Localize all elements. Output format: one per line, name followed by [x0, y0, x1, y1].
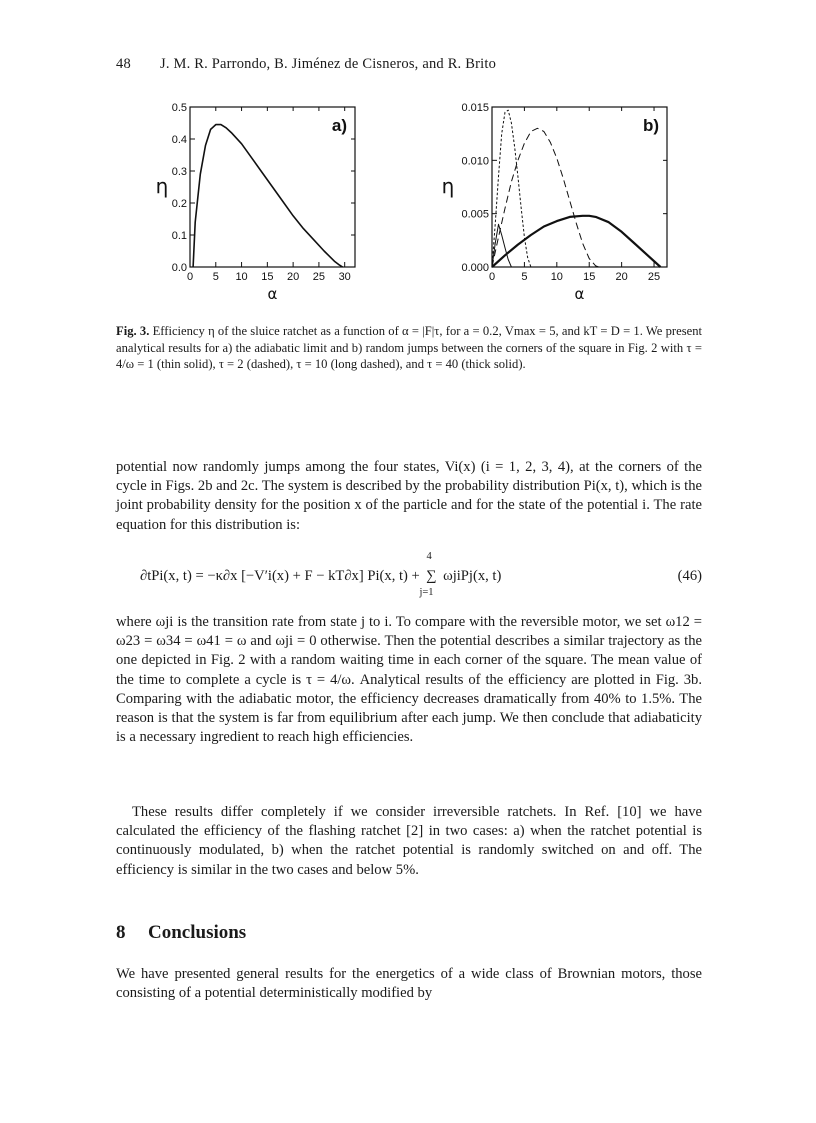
figure-3a: [150, 95, 390, 310]
series-line-3: [492, 128, 599, 267]
paragraph-4: We have presented general results for the energetics of a wide class of Brownian motors, those consisting of a potential deterministically modified by: [116, 966, 702, 1002]
equation-sum-term: ωjiPj(x, t): [443, 568, 502, 584]
x-tick-label: 10: [235, 271, 248, 283]
sum-lower-limit: j=1: [419, 587, 434, 598]
section-heading: [116, 922, 246, 944]
x-tick-label: 0: [186, 271, 194, 283]
series-line-2: [492, 110, 531, 267]
sum-upper-limit: 4: [426, 551, 432, 562]
caption-label: Fig. 3.: [116, 324, 150, 338]
x-tick-label: 30: [338, 271, 351, 283]
author-line: J. M. R. Parrondo, B. Jiménez de Cisneros, and R. Brito: [160, 56, 497, 72]
plot-a-svg: [150, 95, 390, 310]
plot-b-svg: [430, 95, 675, 310]
paragraph-2: where ωji is the transition rate from state j to i. To compare with the reversible motor, we set ω12 = ω23 = ω34 = ω41 = ω and ωji = 0 otherwise. Then the potential describes a similar trajectory as the one depicted in Fig. 2 with a random waiting time in each corner of the square. The mean value of the time to complete a cycle is τ = 4/ω. Analytical results of the efficiency are plotted in Fig. 3b. Comparing with the adiabatic motor, the efficiency decreases dramatically from 40% to 1.5%. The reason is that the system is far from equilibrium after each jump. We then conclude that adiabaticity is a necessary ingredient to reach high efficiencies.: [116, 614, 702, 746]
x-tick-label: 20: [287, 271, 300, 283]
y-tick-label: 0.005: [461, 208, 489, 221]
x-tick-label: 25: [647, 271, 661, 283]
paragraph-1: potential now randomly jumps among the four states, Vi(x) (i = 1, 2, 3, 4), at the corners of the cycle in Figs. 2b and 2c. The system is described by the probability distribution Pi(x, t), which is the joint probability density for the position x of the particle and for the state of the potential i. The rate equation for this distribution is:: [116, 459, 702, 533]
x-tick-label: 0: [488, 271, 496, 283]
equation-number: (46): [677, 568, 702, 584]
y-tick-label: 0.000: [461, 262, 489, 274]
y-tick-label: 0.5: [171, 102, 187, 114]
x-tick-label: 15: [583, 271, 596, 283]
y-tick-label: 0.3: [171, 166, 187, 178]
series-line-1: [193, 125, 343, 267]
y-axis-label: η: [155, 174, 169, 198]
x-tick-label: 10: [550, 271, 563, 283]
y-tick-label: 0.015: [461, 102, 489, 114]
section-number: 8: [116, 922, 126, 943]
panel-label: a): [331, 116, 347, 135]
y-tick-label: 0.1: [171, 230, 187, 242]
page-number: 48: [116, 56, 131, 72]
section-title: Conclusions: [148, 922, 247, 943]
x-tick-label: 20: [615, 271, 628, 283]
figure-caption: [116, 323, 702, 373]
sum-symbol: ∑: [426, 568, 437, 584]
y-tick-label: 0.010: [461, 155, 489, 168]
paragraph-3: [116, 803, 702, 880]
y-tick-label: 0.2: [171, 198, 187, 210]
y-tick-label: 0.0: [171, 262, 187, 274]
x-tick-label: 25: [312, 271, 326, 283]
y-tick-label: 0.4: [171, 134, 187, 146]
x-axis-label: α: [574, 285, 585, 303]
paragraph-3-text: These results differ completely if we consider irreversible ratchets. In Ref. [10] we have calculated the efficiency of the flashing ratchet [2] in two cases: a) when the ratchet potential is continuously modulated, b) when the ratchet potential is randomly switched on and off. The efficiency is similar in the two cases and below 5%.: [116, 804, 702, 878]
running-header: [116, 56, 496, 73]
equation-46: [140, 550, 702, 600]
x-tick-label: 5: [212, 271, 219, 283]
caption-text: Efficiency η of the sluice ratchet as a function of α = |F|τ, for a = 0.2, Vmax = 5, and kT = D = 1. We present analytical results for a) the adiabatic limit and b) random jumps between the corners of the square in Fig. 2 with τ = 4/ω = 1 (thin solid), τ = 2 (dashed), τ = 10 (long dashed), and τ = 40 (thick solid).: [116, 324, 702, 371]
x-tick-label: 5: [521, 271, 528, 283]
equation-lhs: ∂tPi(x, t) = −κ∂x [−V′i(x) + F − kT∂x] Pi(x, t) +: [140, 568, 424, 584]
x-axis-label: α: [267, 285, 278, 303]
panel-label: b): [642, 116, 659, 135]
x-tick-label: 15: [261, 271, 274, 283]
sum-operator: [419, 551, 439, 598]
y-axis-label: η: [441, 174, 455, 198]
figure-3b: [430, 95, 675, 310]
